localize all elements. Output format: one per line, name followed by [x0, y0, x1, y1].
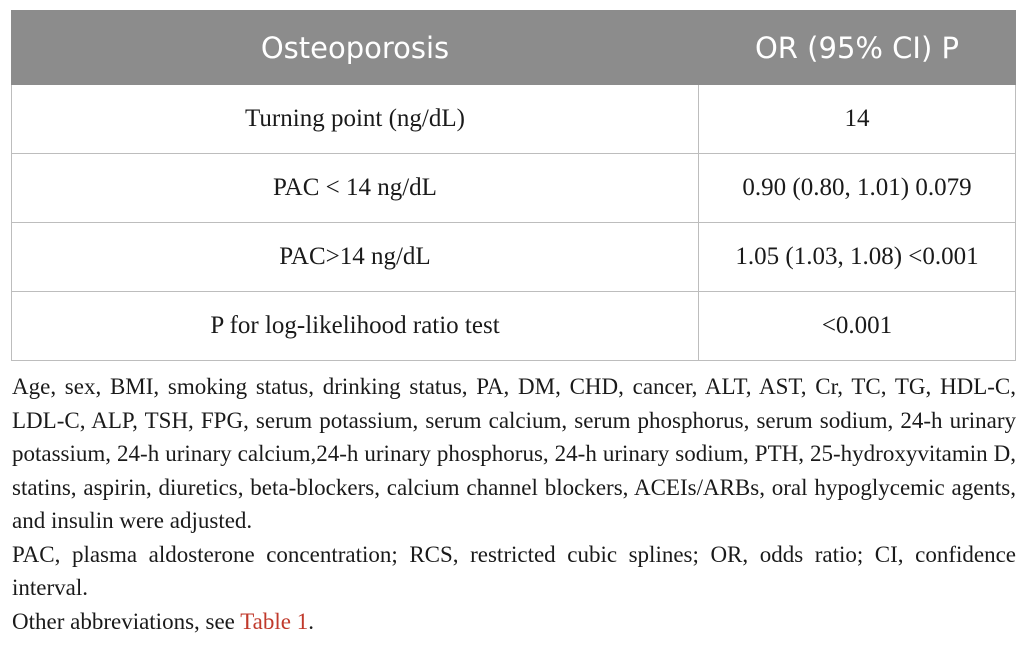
other-abbreviations-note — [12, 605, 1016, 639]
table-1-link[interactable]: Table 1 — [240, 608, 309, 634]
row-value: <0.001 — [699, 292, 1016, 361]
row-label: P for log-likelihood ratio test — [12, 292, 699, 361]
column-header-or-ci-p: OR (95% CI) P — [699, 11, 1016, 85]
table-header-row — [12, 11, 1016, 85]
results-table-container — [11, 10, 1015, 361]
other-abbreviations-prefix: Other abbreviations, see — [12, 608, 241, 634]
row-label: PAC>14 ng/dL — [12, 223, 699, 292]
row-value: 0.90 (0.80, 1.01) 0.079 — [699, 154, 1016, 223]
row-label: Turning point (ng/dL) — [12, 85, 699, 154]
row-value: 14 — [699, 85, 1016, 154]
other-abbreviations-suffix: . — [308, 608, 314, 634]
table-row — [12, 223, 1016, 292]
table-row — [12, 292, 1016, 361]
table-footnotes — [12, 370, 1016, 638]
table-row — [12, 85, 1016, 154]
row-value: 1.05 (1.03, 1.08) <0.001 — [699, 223, 1016, 292]
table-row — [12, 154, 1016, 223]
results-table — [11, 10, 1016, 361]
adjusted-covariates-note: Age, sex, BMI, smoking status, drinking status, PA, DM, CHD, cancer, ALT, AST, Cr, TC, TG, HDL-C, LDL-C, ALP, TSH, FPG, serum potassium, serum calcium, serum phosphorus, serum sodium, 24-h urinary potassium, 24-h urinary calcium,24-h urinary phosphorus, 24-h urinary sodium, PTH, 25-hydroxyvitamin D, statins, aspirin, diuretics, beta-blockers, calcium channel blockers, ACEIs/ARBs, oral hypoglycemic agents, and insulin were adjusted. — [12, 374, 1016, 533]
row-label: PAC < 14 ng/dL — [12, 154, 699, 223]
abbreviations-note: PAC, plasma aldosterone concentration; RCS, restricted cubic splines; OR, odds ratio; CI, confidence interval. — [12, 541, 1016, 600]
column-header-osteoporosis: Osteoporosis — [12, 11, 699, 85]
